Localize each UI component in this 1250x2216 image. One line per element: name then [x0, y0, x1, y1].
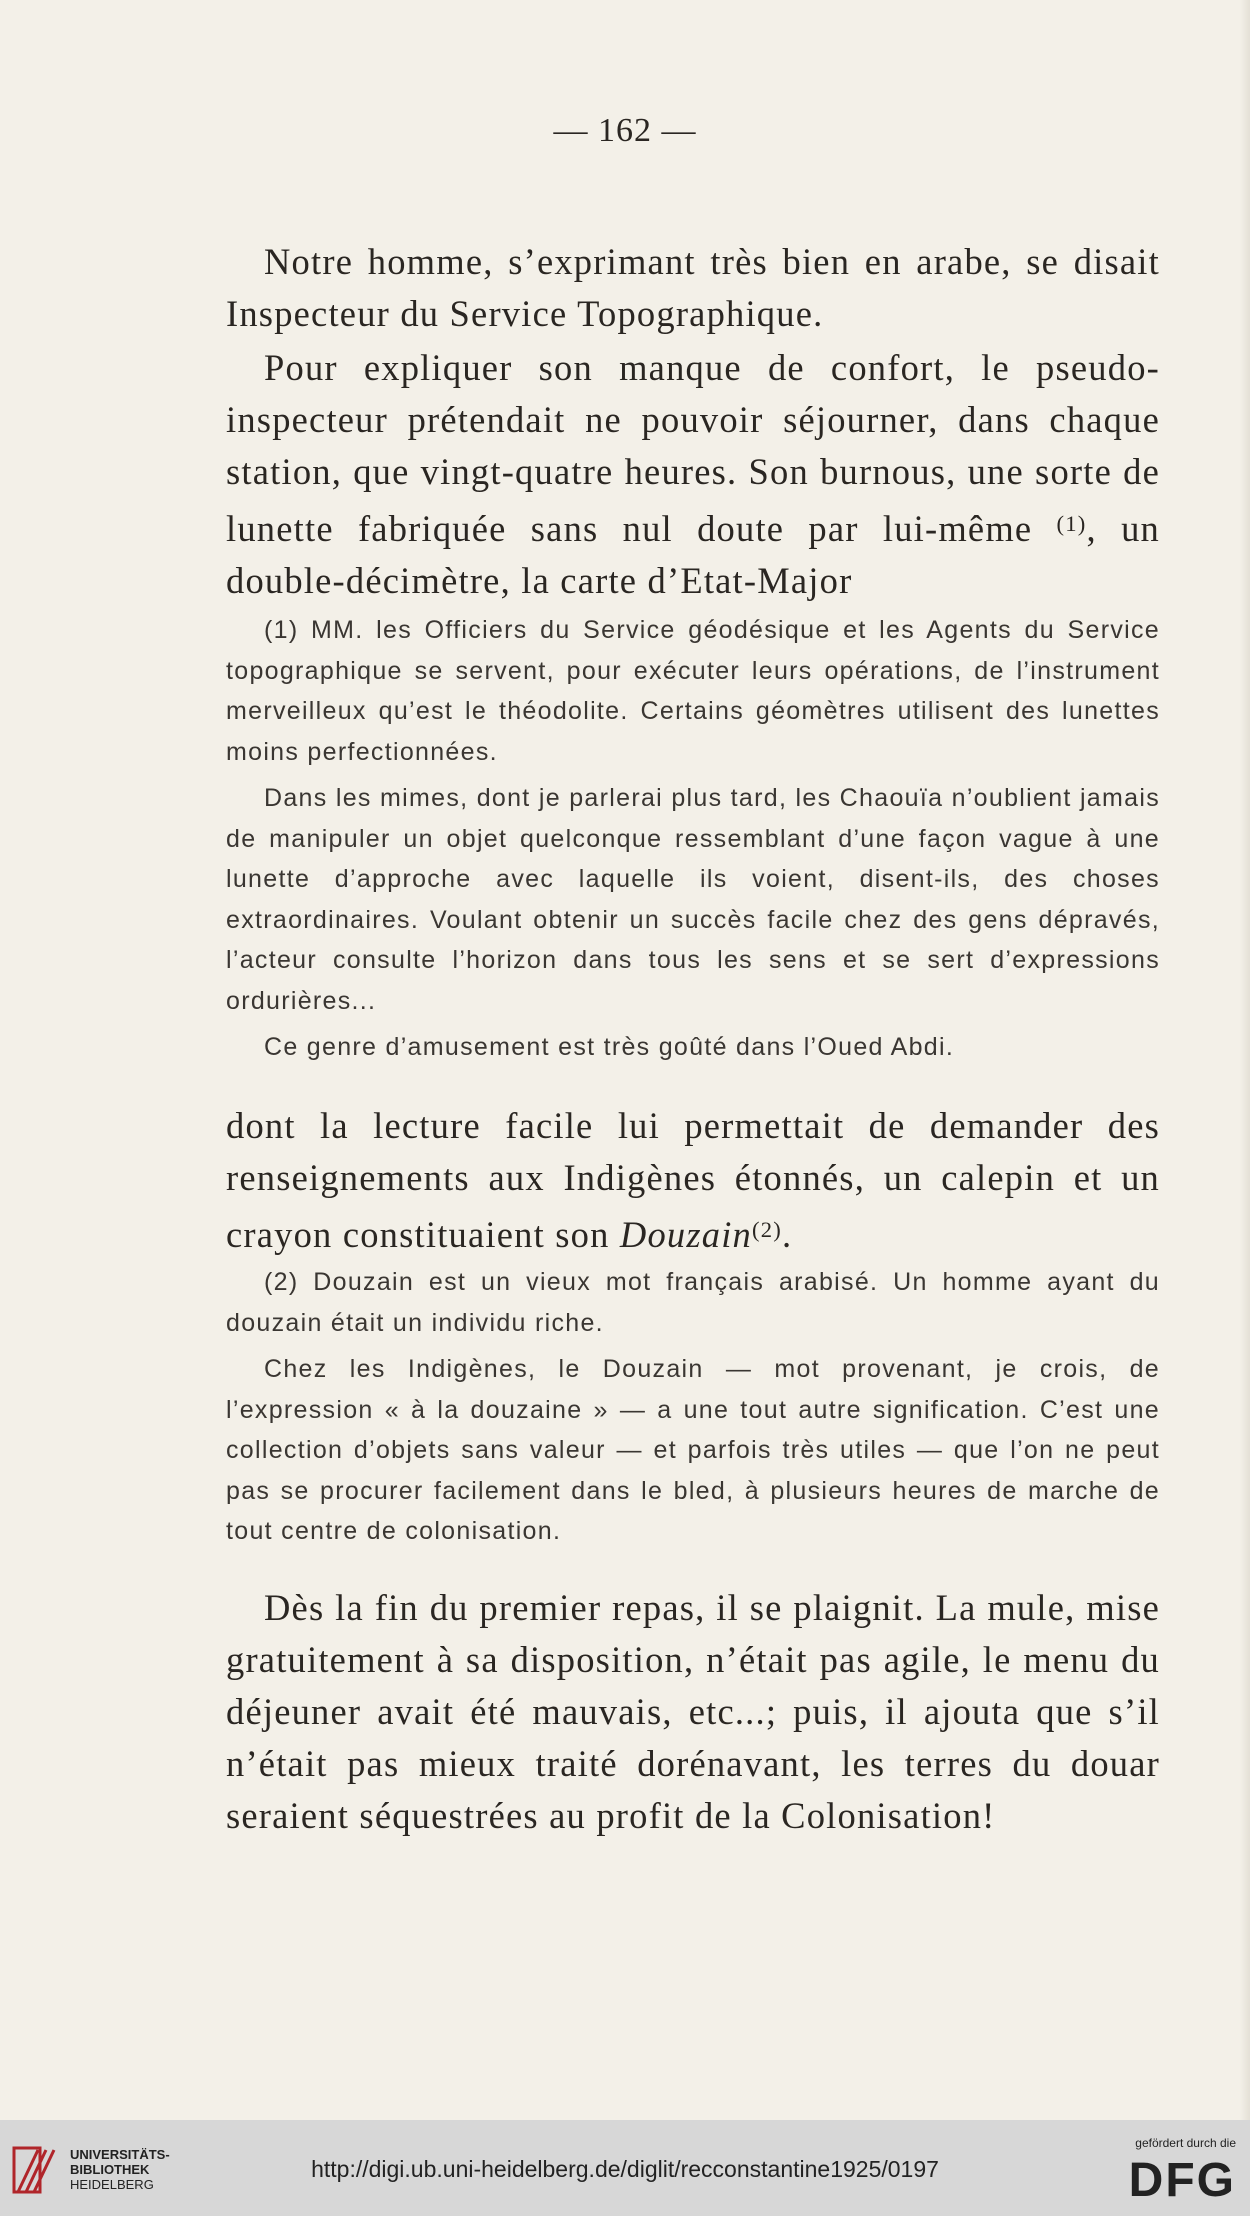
paragraph: Dès la fin du premier repas, il se plaignit. La mule, mise gratuitement à sa disposition, n’était pas agile, le menu du déjeuner avait été mauvais, etc...; puis, il ajouta que s’il n’était pas mieux traité dorénavant, les terres du douar seraient séquestrées au profit de la Colonisation! [226, 1587, 1160, 1836]
footnote-paragraph: (1) MM. les Officiers du Service géodésique et les Agents du Service topographique se servent, pour exécuter leurs opérations, de l’instrument merveilleux qu’est le théodolite. Certains géomètres utilisent des lunettes moins perfectionnées. [226, 616, 1160, 766]
permalink-url[interactable]: http://digi.ub.uni-heidelberg.de/diglit/recconstantine1925/0197 [311, 2156, 939, 2182]
footnote-2 [226, 1262, 1160, 1552]
paragraph [226, 342, 1160, 607]
italic-term: Douzain [619, 1214, 753, 1256]
footnote-paragraph: (2) Douzain est un vieux mot français arabisé. Un homme ayant du douzain était un individu riche. [226, 1268, 1160, 1337]
page-edge-shadow [1240, 0, 1250, 2120]
paragraph-text: dont la lecture facile lui permettait de demander des renseignements aux Indigènes étonnés, un calepin et un crayon constituaient son [226, 1105, 1160, 1256]
body-top [226, 236, 1160, 607]
paragraph-text: . [782, 1214, 793, 1256]
library-name-line: UNIVERSITÄTS- [70, 2147, 170, 2162]
footnote-1 [226, 610, 1160, 1068]
paragraph-text: , un double-décimètre, la carte d’Etat-Major [226, 508, 1160, 602]
footnote-ref: (2) [752, 1217, 782, 1242]
footnote-paragraph: Dans les mimes, dont je parlerai plus tard, les Chaouïa n’oublient jamais de manipuler un objet quelconque ressemblant d’une façon vague à une lunette d’approche avec laquelle ils voient, disent-ils, des choses extraordinaires. Voulant obtenir un succès facile chez des gens dépravés, l’acteur consulte l’horizon dans tous les sens et se sert d’expressions ordurières... [226, 784, 1160, 1015]
footnote-ref: (1) [1056, 511, 1087, 536]
funding-label: gefördert durch die [1135, 2136, 1236, 2150]
library-name-line: HEIDELBERG [70, 2177, 154, 2192]
digitization-footer [0, 2120, 1250, 2216]
footnote-paragraph: Ce genre d’amusement est très goûté dans l’Oued Abdi. [264, 1033, 955, 1061]
paragraph-text: Pour expliquer son manque de confort, le pseudo-inspecteur prétendait ne pouvoir séjourner, dans chaque station, que vingt-quatre heures. Son burnous, une sorte de lunette fabriquée sans nul doute par lui-même [226, 347, 1160, 550]
library-name-line: BIBLIOTHEK [70, 2162, 150, 2177]
paragraph: Notre homme, s’exprimant très bien en arabe, se disait Inspecteur du Service Topographique. [226, 241, 1160, 334]
paragraph [226, 1100, 1160, 1261]
body-bottom [226, 1582, 1160, 1842]
body-middle [226, 1100, 1160, 1261]
footnote-paragraph: Chez les Indigènes, le Douzain — mot provenant, je crois, de l’expression « à la douzaine » — a une tout autre signification. C’est une collection d’objets sans valeur — et parfois très utiles — que l’on ne peut pas se procurer facilement dans le bled, à plusieurs heures de marche de tout centre de colonisation. [226, 1355, 1160, 1545]
page-number: — 162 — [553, 112, 697, 149]
dfg-logo: DFG [1128, 2154, 1236, 2207]
